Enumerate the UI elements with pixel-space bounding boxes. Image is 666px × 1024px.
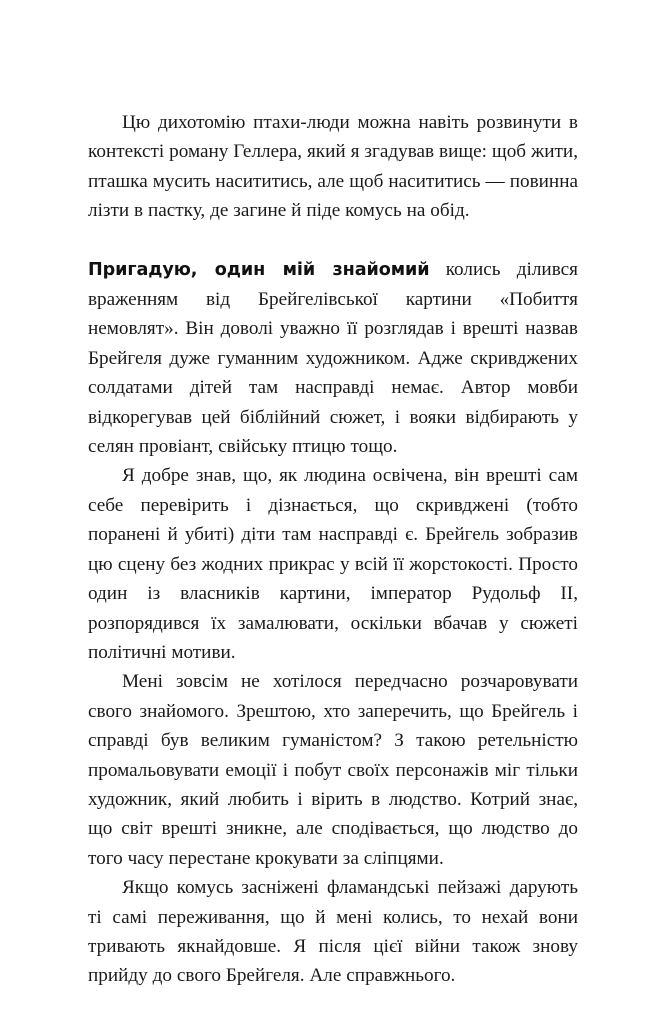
paragraph-3-text: Я добре знав, що, як людина освічена, він врешті сам себе перевірить і дізнається, що скривджені (тобто поранені й убиті) діти там насправді є. Брейгель зобразив цю сцену без жодних прикрас у всій її жорстокості. Просто один із власників картини, імператор Рудольф II, розпорядився їх замалювати, оскільки вбачав у сюжеті політичні мотиви.: [88, 465, 578, 663]
paragraph-1-text: Цю дихотомію птахи-люди можна навіть розвинути в контексті роману Геллера, який я згадував вище: щоб жити, пташка мусить насититись, але щоб насититись — повинна лізти в пастку, де загине й піде комусь на обід.: [88, 112, 578, 222]
paragraph-2: [88, 255, 578, 462]
paragraph-4-text: Мені зовсім не хотілося передчасно розчаровувати свого знайомого. Зрештою, хто заперечить, що Брейгель і справді був великим гуманістом? З такою ретельністю промальовувати емоції і побут своїх персонажів міг тільки художник, який любить і вірить в людство. Котрий знає, що світ врешті зникне, але сподівається, що людство до того часу перестане крокувати за сліпцями.: [88, 671, 578, 869]
paragraph-3: [88, 461, 578, 667]
paragraph-1: [88, 108, 578, 226]
paragraph-2-lead-in: Пригадую, один мій знайомий: [88, 259, 430, 280]
paragraph-5-text: Якщо комусь засніжені фламандські пейзажі дарують ті самі переживання, що й мені колись, то нехай вони тривають якнайдовше. Я після цієї війни також знову прийду до свого Брейгеля. Але справжнього.: [88, 877, 578, 987]
body-text-block: [88, 108, 578, 991]
paragraph-5: [88, 873, 578, 991]
paragraph-2-text: колись ділився враженням від Брейгелівської картини «Побиття немовлят». Він доволі уважно її розглядав і врешті назвав Брейгеля дуже гуманним художником. Адже скривджених солдатами дітей там насправді немає. Автор мовби відкорегував цей біблійний сюжет, і вояки відбирають у селян провіант, свійську птицю тощо.: [88, 258, 578, 458]
paragraph-4: [88, 667, 578, 873]
